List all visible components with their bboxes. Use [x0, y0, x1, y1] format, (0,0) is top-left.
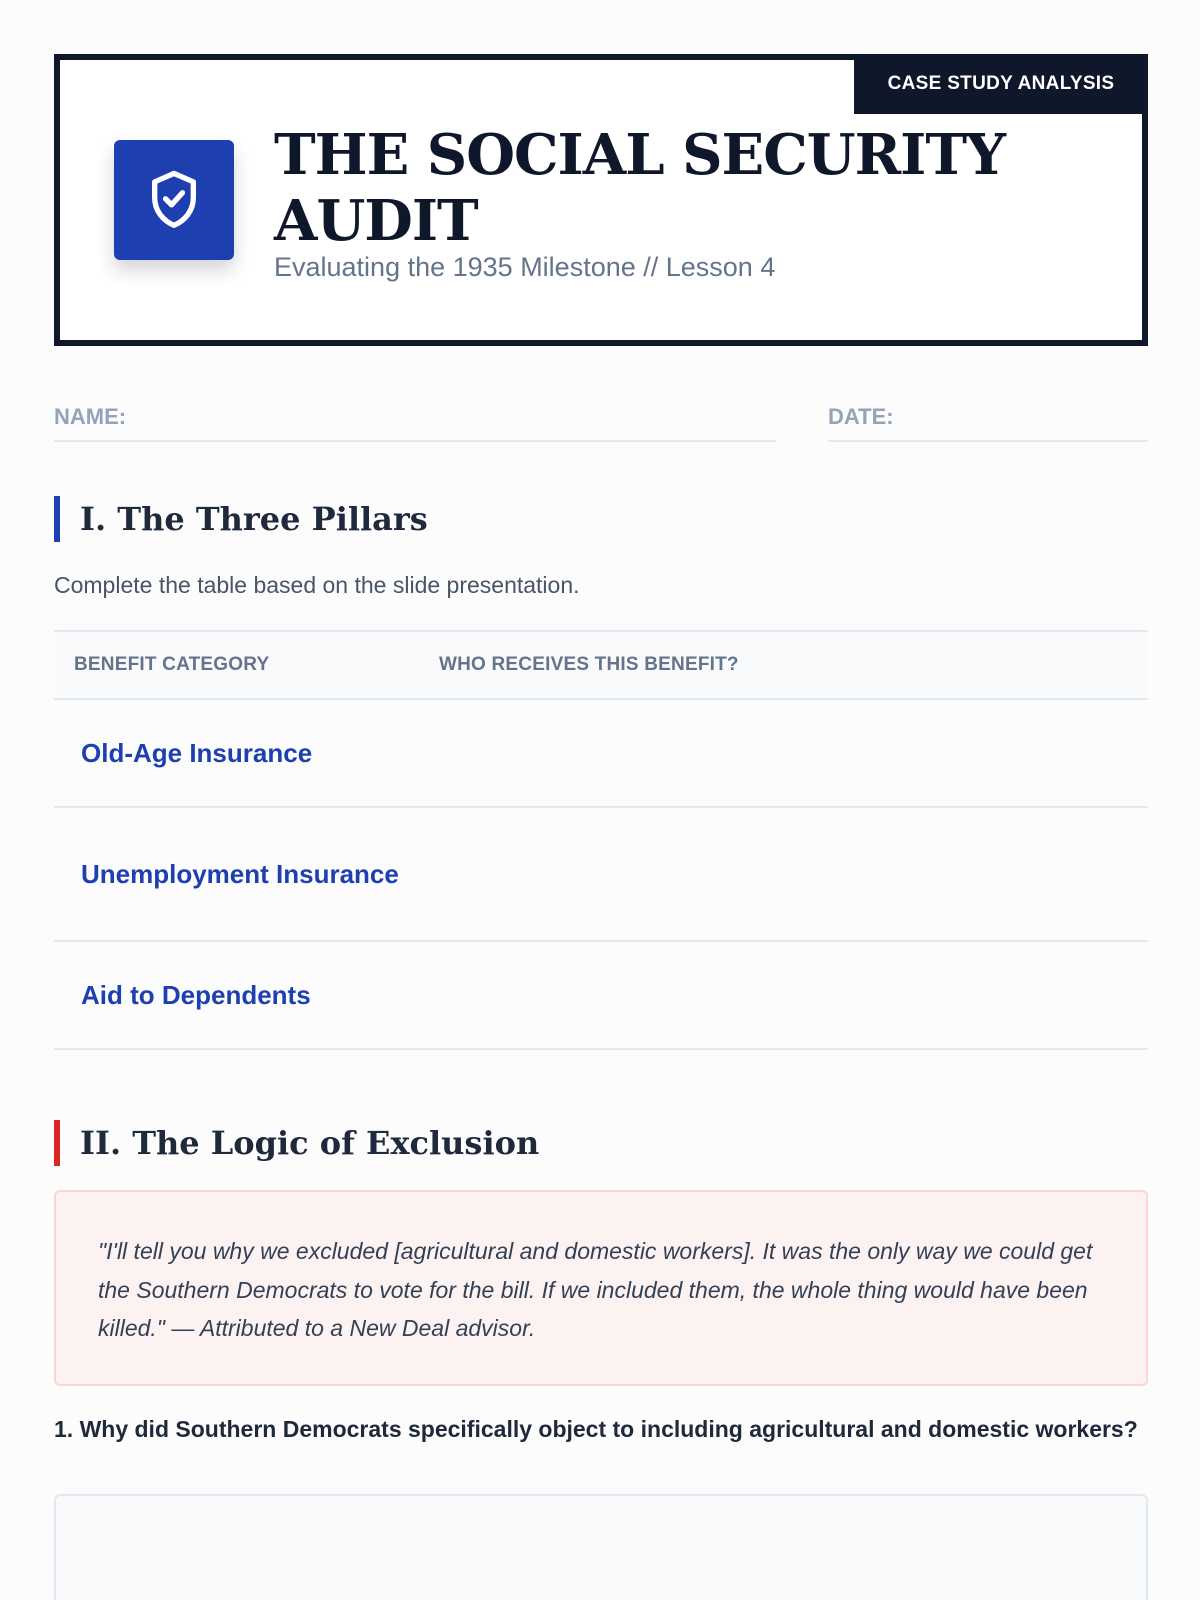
page-title: THE SOCIAL SECURITY AUDIT — [274, 122, 1005, 254]
advisor-quote: "I'll tell you why we excluded [agricultural and domestic workers]. It was the only way we could get the Southern Democrats to vote for the bill. If we included them, the whole thing would have been killed." — Attributed to a New Deal advisor. — [54, 1190, 1148, 1386]
table-row — [54, 807, 1148, 941]
section-heading-logic-of-exclusion: II. The Logic of Exclusion — [54, 1120, 539, 1166]
section-heading-three-pillars: I. The Three Pillars — [54, 496, 428, 542]
table-row — [54, 699, 1148, 807]
answer-box-1[interactable] — [54, 1494, 1148, 1600]
name-field[interactable] — [54, 396, 776, 442]
date-field[interactable] — [828, 396, 1148, 442]
answer-cell[interactable] — [439, 807, 1148, 941]
answer-cell[interactable] — [439, 699, 1148, 807]
table-row — [54, 941, 1148, 1049]
column-header-recipients: WHO RECEIVES THIS BENEFIT? — [439, 654, 739, 675]
name-label: NAME: — [54, 404, 127, 429]
answer-cell[interactable] — [439, 941, 1148, 1049]
page-subtitle: Evaluating the 1935 Milestone // Lesson 4 — [274, 252, 776, 282]
shield-check-icon — [114, 140, 234, 260]
column-header-category: BENEFIT CATEGORY — [74, 654, 270, 675]
header-card — [54, 54, 1148, 346]
category-cell: Aid to Dependents — [54, 941, 439, 1049]
category-cell: Unemployment Insurance — [54, 807, 439, 941]
table-header-row — [54, 631, 1148, 699]
question-1: 1. Why did Southern Democrats specifically object to including agricultural and domestic workers? — [54, 1416, 1138, 1442]
case-study-badge: CASE STUDY ANALYSIS — [854, 54, 1148, 114]
date-label: DATE: — [828, 404, 894, 429]
pillars-table — [54, 630, 1148, 1050]
category-cell: Old-Age Insurance — [54, 699, 439, 807]
table-instructions: Complete the table based on the slide presentation. — [54, 572, 580, 598]
